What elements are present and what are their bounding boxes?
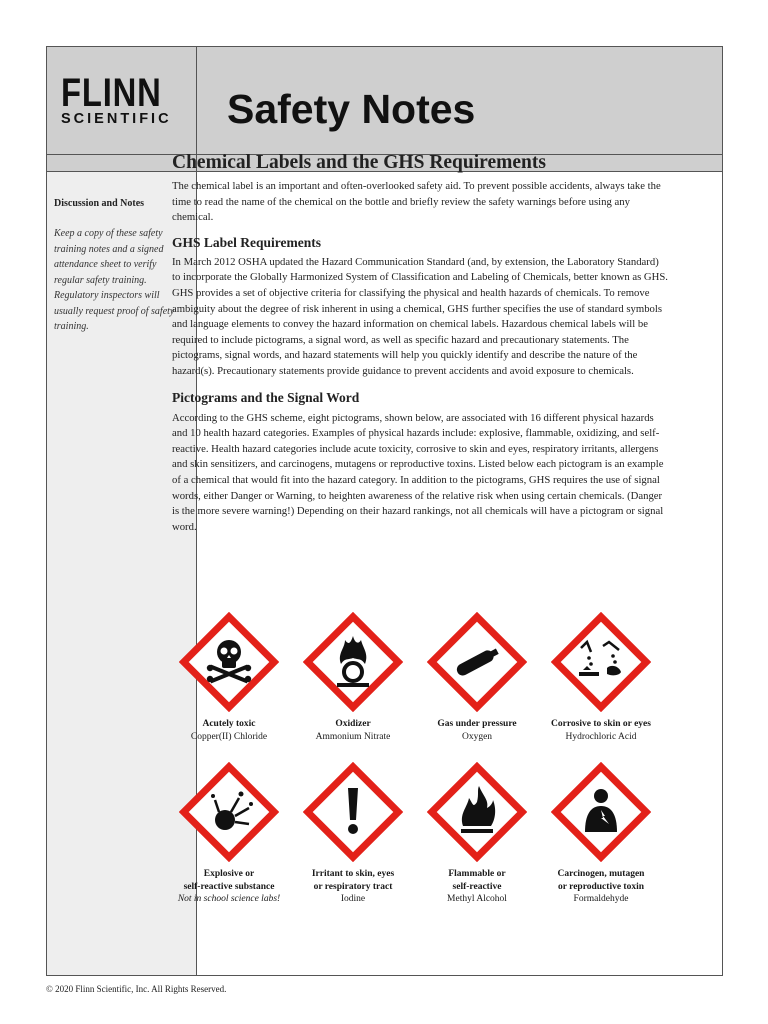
ghs-label-paragraph: In March 2012 OSHA updated the Hazard Communication Standard (and, by extension, the Laboratory Standard) to incorporate the Globally Harmonized System of Classification and Labeling of Chemicals, better known as GHS. GHS provides a set of objective criteria for classifying the physical and health hazards of chemicals. To remove ambiguity about the degree of risk inherent in using a chemical, GHS further specifies the use of standard symbols and language elements to convey the hazard information on chemical labels. Hazardous chemical labels will be required to include pictograms, a signal word, as well as specific hazard and precautionary statements. The pictograms, signal words, and hazard statements will help you quickly identify and describe the nature of the hazard(s). Precautionary statements provide guidance to prevent accidents and avoid exposure to chemicals. (172, 255, 668, 377)
pictogram-grid (167, 612, 667, 927)
intro-paragraph: The chemical label is an important and often-overlooked safety aid. To prevent possible accidents, always take the time to read the name of the chemical on the bottle and briefly review the safety warnings before using any chemical. (172, 180, 661, 224)
pictograms-paragraph: According to the GHS scheme, eight pictograms, shown below, are associated with 16 different physical hazards and 10 health hazard categories. Examples of physical hazards include: explosive, flammable, oxidizing, and self-reactive. Health hazard categories include acute toxicity, corrosive to skin and eyes, respiratory irritants, allergens and skin sensitizers, and carcinogens, mutagens or reproductive toxins. Listed below each pictogram is an example of a chemical that would fit into the hazard category. In addition to the pictograms, GHS requires the use of signal words, either Danger or Warning, to heighten awareness of the relative risk when using certain chemicals. (Danger is the more severe warning!) Depending on their hazard rankings, not all chemicals will have a pictogram or signal word. (172, 411, 664, 533)
example-chemical: Methyl Alcohol (447, 894, 507, 904)
flame-icon (427, 762, 527, 862)
hazard-label: Gas under pressure (437, 719, 517, 729)
publication-title: Safety Notes (227, 86, 476, 132)
logo-wordmark: FLINN (61, 71, 162, 115)
pictogram-flammable (415, 762, 539, 906)
article (172, 150, 668, 535)
pictogram-explosive (167, 762, 291, 906)
example-chemical: Iodine (340, 894, 366, 904)
corrosion-icon (551, 612, 651, 712)
example-chemical: Hydrochloric Acid (565, 731, 637, 742)
hazard-label: Flammable or (448, 869, 506, 879)
hazard-label: Corrosive to skin or eyes (551, 719, 651, 729)
gas-cylinder-icon (427, 612, 527, 712)
exploding-bomb-icon (179, 762, 279, 862)
pictogram-acutely-toxic (167, 612, 291, 743)
health-hazard-icon (551, 762, 651, 862)
hazard-label: self-reactive substance (183, 881, 275, 892)
exclamation-mark-icon (303, 762, 403, 862)
hazard-label: self-reactive (452, 881, 502, 892)
hazard-label: Explosive or (203, 869, 255, 879)
copyright-footer: © 2020 Flinn Scientific, Inc. All Rights Reserved. (46, 984, 227, 994)
hazard-label: Irritant to skin, eyes (311, 869, 395, 879)
article-title: Chemical Labels and the GHS Requirements (172, 152, 546, 173)
example-chemical: Ammonium Nitrate (315, 731, 391, 742)
sidebar-title: Discussion and Notes (54, 198, 145, 209)
pictogram-oxidizer (291, 612, 415, 743)
pictogram-gas-under-pressure (415, 612, 539, 743)
pictogram-irritant (291, 762, 415, 906)
header-bar (47, 47, 722, 155)
section-heading-pictograms: Pictograms and the Signal Word (172, 389, 360, 405)
pictogram-health-hazard (539, 762, 663, 906)
logo-subtitle: SCIENTIFIC (61, 111, 172, 127)
example-chemical: Copper(II) Chloride (190, 731, 268, 742)
logo (47, 47, 197, 154)
hazard-label: or reproductive toxin (557, 881, 645, 892)
hazard-label: Carcinogen, mutagen (557, 869, 645, 879)
example-chemical: Oxygen (461, 731, 493, 742)
sidebar-note: Keep a copy of these safety training notes and a signed attendance sheet to verify regular safety training. Regulatory inspectors will usually request proof of safety training. (54, 228, 175, 332)
hazard-note: Not in school science labs! (177, 894, 281, 904)
hazard-label: Acutely toxic (202, 719, 256, 729)
section-heading-ghs-label: GHS Label Requirements (172, 234, 322, 250)
pictogram-corrosive (539, 612, 663, 743)
skull-crossbones-icon (179, 612, 279, 712)
flame-over-circle-icon (303, 612, 403, 712)
example-chemical: Formaldehyde (573, 894, 629, 904)
hazard-label: Oxidizer (335, 719, 371, 729)
hazard-label: or respiratory tract (313, 881, 393, 892)
